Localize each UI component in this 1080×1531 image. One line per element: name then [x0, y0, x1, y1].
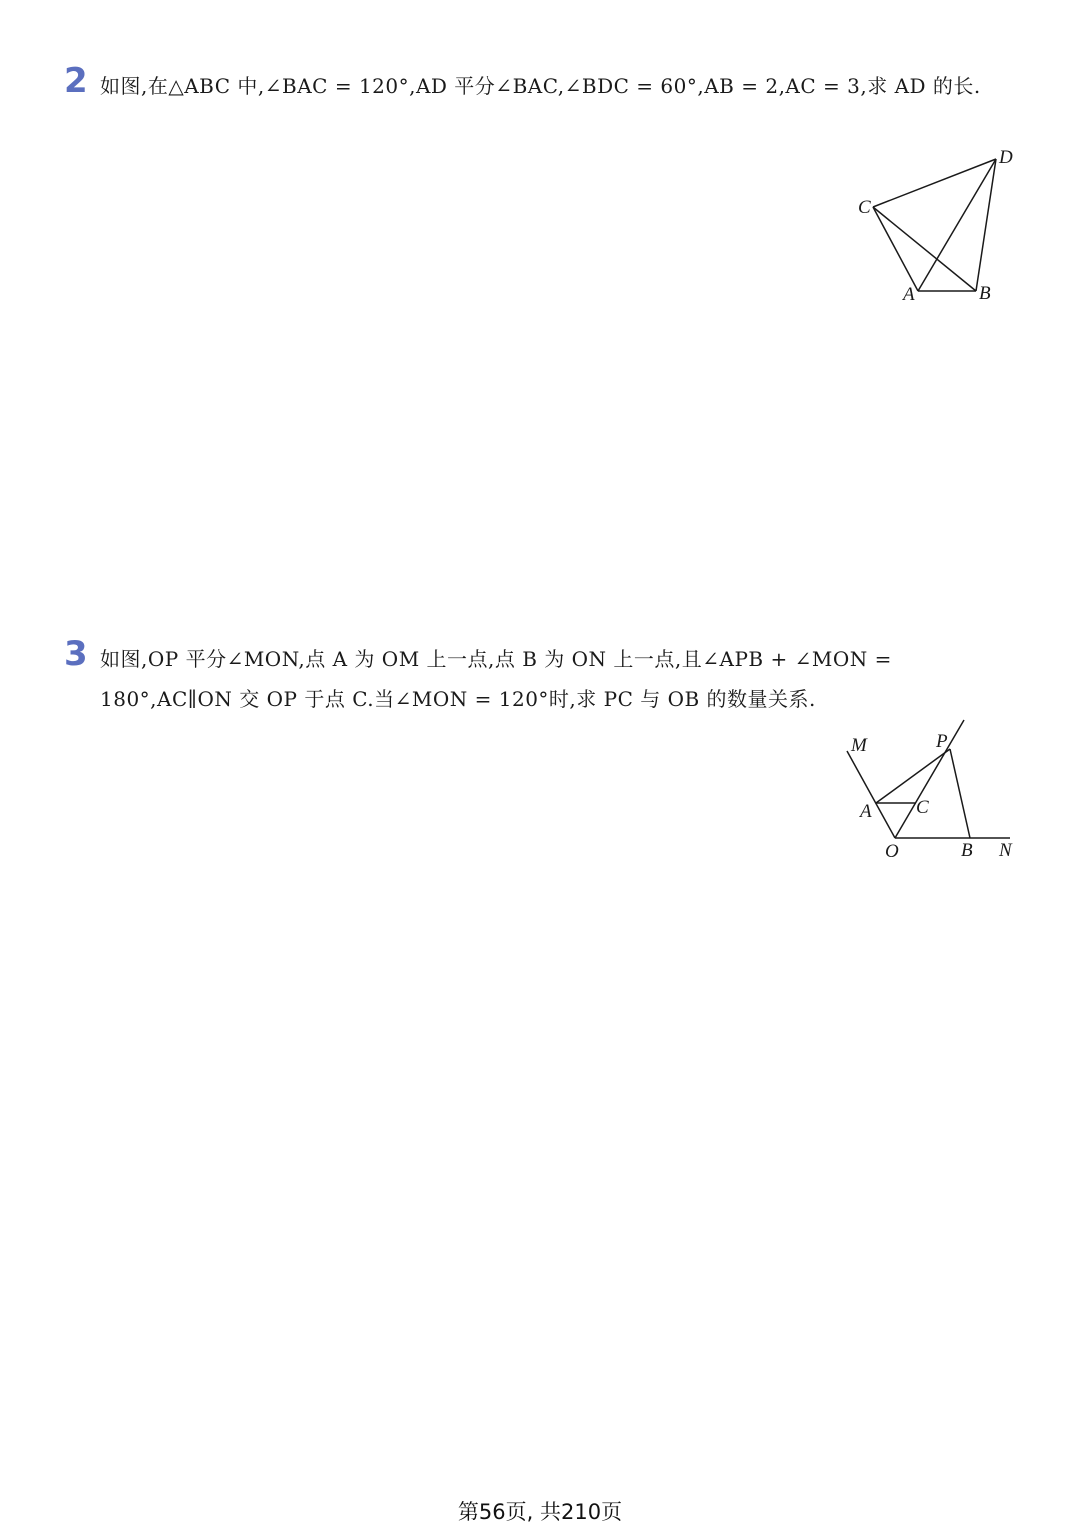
- point-label-b: B: [979, 283, 991, 304]
- problem-number: 2: [64, 61, 88, 101]
- problem-text: 如图,在△ABC 中,∠BAC = 120°,AD 平分∠BAC,∠BDC = 60°,AB = 2,AC = 3,求 AD 的长.: [100, 74, 981, 98]
- segment-pb: [950, 749, 970, 838]
- figure-angle-mon: [840, 715, 1030, 865]
- point-label-b: B: [961, 840, 973, 861]
- point-label-a: A: [860, 801, 872, 822]
- ray-op: [895, 720, 964, 838]
- point-label-a: A: [903, 284, 915, 305]
- page-footer: 第56页, 共210页: [457, 1500, 623, 1524]
- problem-text: 如图,OP 平分∠MON,点 A 为 OM 上一点,点 B 为 ON 上一点,且∠APB + ∠MON = 180°,AC∥ON 交 OP 于点 C.当∠MON = 120°时,求 PC 与 OB 的数量关系.: [100, 647, 892, 711]
- point-label-d: D: [999, 147, 1013, 168]
- point-label-c: C: [858, 197, 871, 218]
- point-label-n: N: [999, 840, 1012, 861]
- figure-triangle-abcd: [840, 140, 1030, 310]
- segment-ap: [876, 749, 950, 803]
- segment-cd: [873, 159, 996, 207]
- point-label-m: M: [851, 735, 867, 756]
- point-label-p: P: [936, 731, 948, 752]
- segment-db: [976, 159, 996, 291]
- point-label-c: C: [916, 797, 929, 818]
- segment-ad: [918, 159, 996, 291]
- problem-number: 3: [64, 634, 88, 674]
- segment-ca: [873, 207, 918, 291]
- point-label-o: O: [885, 841, 899, 862]
